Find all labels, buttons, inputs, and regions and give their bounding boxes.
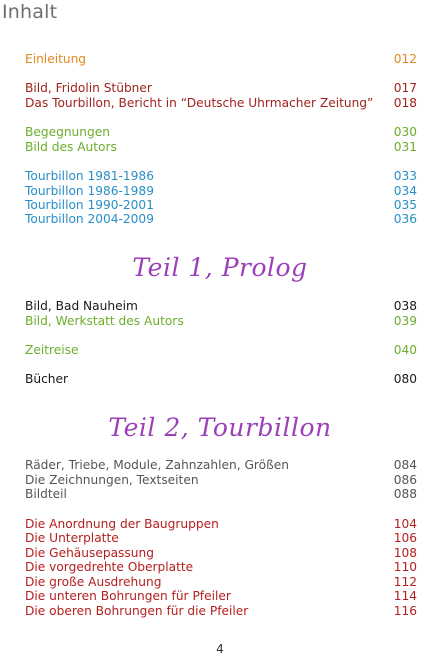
toc-entry-bildteil[interactable] <box>25 486 417 502</box>
toc-entry-label: Begegnungen <box>25 125 110 139</box>
toc-entry-oberplatte[interactable] <box>25 559 417 575</box>
toc-entry-page: 108 <box>393 546 417 560</box>
toc-entry-page: 012 <box>393 52 417 66</box>
toc-entry-page: 031 <box>393 140 417 154</box>
page-number: 4 <box>216 642 224 656</box>
toc-entry-page: 030 <box>393 125 417 139</box>
toc-entry-label: Bild, Werkstatt des Autors <box>25 314 184 328</box>
toc-entry-label: Bild, Fridolin Stübner <box>25 81 152 95</box>
toc-entry-label: Die Gehäusepassung <box>25 546 154 560</box>
toc-entry-label: Bücher <box>25 372 69 386</box>
toc-entry-label: Tourbillon 2004-2009 <box>25 212 154 226</box>
toc-entry-page: 110 <box>393 560 417 574</box>
toc-entry-page: 035 <box>393 198 417 212</box>
toc-entry-label: Tourbillon 1986-1989 <box>25 184 154 198</box>
toc-entry-bild-stuebner[interactable] <box>25 80 417 96</box>
toc-entry-page: 104 <box>393 517 417 531</box>
toc-entry-tourbillon-1981[interactable] <box>25 168 417 184</box>
toc-entry-label: Das Tourbillon, Bericht in “Deutsche Uhrmacher Zeitung” <box>25 96 374 110</box>
toc-entry-page: 112 <box>393 575 417 589</box>
toc-entry-label: Die Unterplatte <box>25 531 119 545</box>
toc-entry-tourbillon-bericht[interactable] <box>25 95 417 111</box>
toc-entry-label: Die oberen Bohrungen für die Pfeiler <box>25 604 249 618</box>
toc-entry-buecher[interactable] <box>25 371 417 387</box>
toc-entry-zeitreise[interactable] <box>25 342 417 358</box>
toc-entry-page: 116 <box>393 604 417 618</box>
toc-entry-page: 040 <box>393 343 417 357</box>
toc-entry-label: Räder, Triebe, Module, Zahnzahlen, Größen <box>25 458 290 472</box>
toc-entry-label: Bild, Bad Nauheim <box>25 299 138 313</box>
page-title: Inhalt <box>2 1 58 23</box>
toc-entry-bild-bad-nauheim[interactable] <box>25 298 417 314</box>
toc-entry-label: Die große Ausdrehung <box>25 575 162 589</box>
toc-entry-tourbillon-2004[interactable] <box>25 211 417 227</box>
toc-entry-page: 039 <box>393 314 417 328</box>
toc-entry-bild-werkstatt[interactable] <box>25 313 417 329</box>
toc-entry-einleitung[interactable] <box>25 51 417 67</box>
toc-entry-page: 017 <box>393 81 417 95</box>
toc-entry-label: Bild des Autors <box>25 140 117 154</box>
toc-entry-page: 033 <box>393 169 417 183</box>
toc-entry-page: 106 <box>393 531 417 545</box>
part-1-heading: Teil 1, Prolog <box>132 253 308 282</box>
toc-entry-obere-bohrungen[interactable] <box>25 603 417 619</box>
toc-entry-label: Die Anordnung der Baugruppen <box>25 517 219 531</box>
toc-entry-page: 088 <box>393 487 417 501</box>
toc-entry-label: Die unteren Bohrungen für Pfeiler <box>25 589 231 603</box>
toc-entry-label: Einleitung <box>25 52 87 66</box>
toc-entry-page: 036 <box>393 212 417 226</box>
toc-entry-page: 084 <box>393 458 417 472</box>
toc-entry-raeder-triebe[interactable] <box>25 457 417 473</box>
toc-entry-label: Zeitreise <box>25 343 79 357</box>
toc-entry-label: Tourbillon 1981-1986 <box>25 169 154 183</box>
toc-entry-page: 018 <box>393 96 417 110</box>
toc-entry-untere-bohrungen[interactable] <box>25 588 417 604</box>
toc-entry-begegnungen[interactable] <box>25 124 417 140</box>
toc-entry-page: 080 <box>393 372 417 386</box>
part-2-heading: Teil 2, Tourbillon <box>108 413 332 442</box>
toc-entry-page: 038 <box>393 299 417 313</box>
toc-entry-unterplatte[interactable] <box>25 530 417 546</box>
toc-entry-page: 086 <box>393 473 417 487</box>
toc-entry-label: Bildteil <box>25 487 67 501</box>
toc-entry-page: 034 <box>393 184 417 198</box>
toc-entry-label: Die vorgedrehte Oberplatte <box>25 560 194 574</box>
toc-entry-page: 114 <box>393 589 417 603</box>
toc-entry-bild-autor[interactable] <box>25 139 417 155</box>
toc-entry-label: Die Zeichnungen, Textseiten <box>25 473 199 487</box>
toc-entry-label: Tourbillon 1990-2001 <box>25 198 154 212</box>
